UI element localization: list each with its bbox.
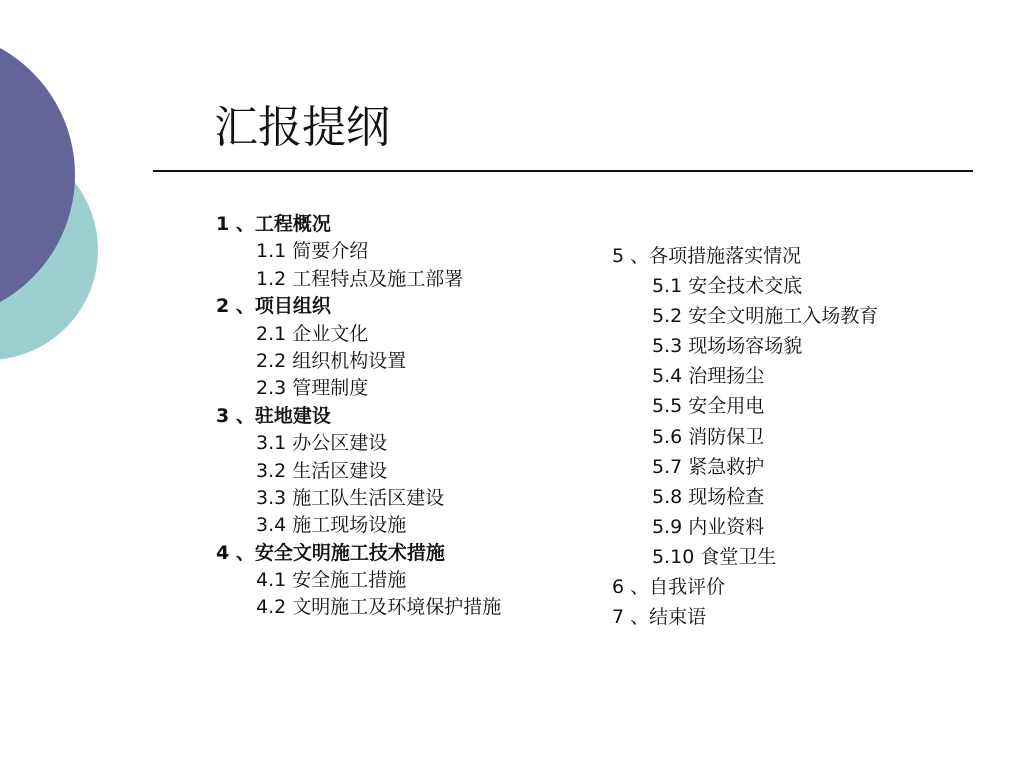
outline-subitem: 4.2 文明施工及环境保护措施 (256, 596, 502, 619)
outline-section: 2 、项目组织 (216, 295, 331, 318)
outline-section: 1 、工程概况 (216, 213, 331, 235)
outline-subitem: 5.3 现场场容场貌 (652, 335, 803, 358)
outline-subitem: 5.2 安全文明施工入场教育 (652, 305, 879, 328)
outline-subitem: 1.2 工程特点及施工部署 (256, 267, 464, 290)
outline-item: 7 、结束语 (612, 606, 707, 629)
outline-left-column (216, 211, 501, 622)
outline-subitem: 5.7 紧急救护 (652, 455, 765, 478)
outline-subitem: 5.5 安全用电 (652, 395, 765, 418)
outline-subitem: 3.2 生活区建设 (256, 459, 388, 482)
outline-subitem: 5.8 现场检查 (652, 485, 765, 508)
outline-section: 3 、驻地建设 (216, 404, 331, 427)
outline-subitem: 5.6 消防保卫 (652, 425, 765, 448)
outline-subitem: 2.2 组织机构设置 (256, 349, 407, 372)
outline-subitem: 4.1 安全施工措施 (256, 569, 407, 592)
outline-subitem: 3.3 施工队生活区建设 (256, 486, 445, 509)
outline-subitem: 2.3 管理制度 (256, 377, 369, 400)
outline-subitem: 5.4 治理扬尘 (652, 365, 765, 388)
decorative-circles (0, 0, 140, 420)
outline-item: 5 、各项措施落实情况 (612, 245, 802, 267)
outline-subitem: 1.1 简要介绍 (256, 240, 369, 263)
outline-subitem: 3.4 施工现场设施 (256, 514, 407, 537)
outline-subitem: 3.1 办公区建设 (256, 432, 388, 455)
title-divider (153, 170, 973, 172)
outline-subitem: 5.9 内业资料 (652, 515, 765, 538)
slide-title: 汇报提纲 (214, 102, 390, 153)
outline-subitem: 5.10 食堂卫生 (652, 545, 777, 568)
outline-subitem: 5.1 安全技术交底 (652, 275, 803, 298)
outline-right-column (612, 241, 878, 632)
outline-subitem: 2.1 企业文化 (256, 322, 369, 345)
outline-section: 4 、安全文明施工技术措施 (216, 541, 445, 564)
outline-item: 6 、自我评价 (612, 576, 726, 599)
